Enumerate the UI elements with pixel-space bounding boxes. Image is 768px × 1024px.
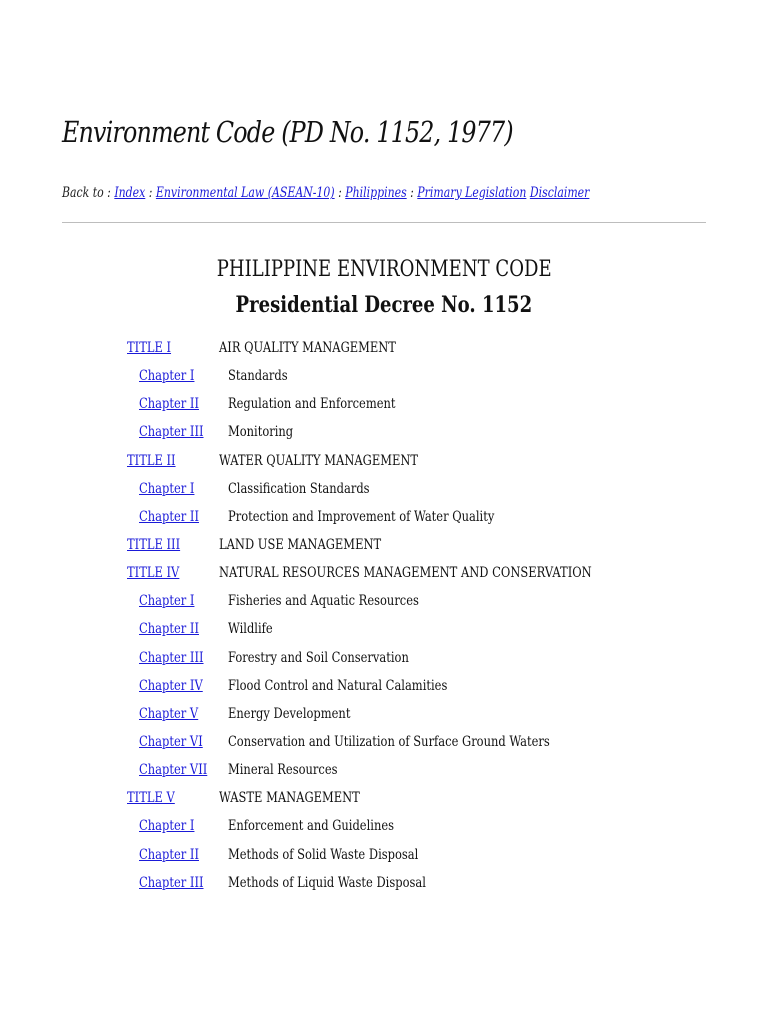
toc-chapter-row [0, 841, 768, 869]
table-of-contents [0, 334, 768, 897]
breadcrumb-link-philippines[interactable]: Philippines [345, 185, 407, 201]
toc-chapter-row [0, 503, 768, 531]
toc-title-link[interactable]: TITLE V [127, 790, 175, 807]
breadcrumb-prefix: Back to : [62, 185, 111, 201]
toc-chapter-link[interactable]: Chapter II [139, 621, 199, 638]
toc-title-link[interactable]: TITLE II [127, 452, 176, 469]
breadcrumb-link-primary-legislation[interactable]: Primary Legislation [417, 185, 527, 201]
toc-chapter-description: Wildlife [228, 621, 273, 638]
toc-chapter-row [0, 418, 768, 446]
toc-chapter-row [0, 812, 768, 840]
toc-chapter-link[interactable]: Chapter II [139, 396, 199, 413]
document-heading-text: PHILIPPINE ENVIRONMENT CODE [216, 257, 552, 282]
toc-title-row [0, 531, 768, 559]
toc-chapter-row [0, 475, 768, 503]
toc-chapter-description: Enforcement and Guidelines [228, 818, 395, 835]
horizontal-divider [62, 222, 706, 223]
breadcrumb-link-environmental-law[interactable]: Environmental Law (ASEAN-10) [155, 185, 335, 201]
toc-chapter-link[interactable]: Chapter I [139, 593, 195, 610]
toc-chapter-link[interactable]: Chapter I [139, 480, 195, 497]
toc-chapter-row [0, 644, 768, 672]
toc-title-row [0, 334, 768, 362]
toc-chapter-description: Forestry and Soil Conservation [228, 649, 409, 666]
toc-chapter-description: Methods of Solid Waste Disposal [228, 846, 419, 863]
toc-chapter-link[interactable]: Chapter II [139, 508, 199, 525]
breadcrumb-link-index[interactable]: Index [114, 185, 146, 201]
toc-chapter-row [0, 756, 768, 784]
toc-title-link[interactable]: TITLE I [127, 340, 172, 356]
toc-chapter-description: Conservation and Utilization of Surface Ground Waters [228, 733, 550, 750]
toc-title-description: NATURAL RESOURCES MANAGEMENT AND CONSERVATION [219, 565, 592, 582]
toc-title-row [0, 559, 768, 587]
toc-chapter-link[interactable]: Chapter I [139, 818, 195, 835]
breadcrumb-separator: : [148, 185, 153, 201]
toc-title-description: WASTE MANAGEMENT [219, 790, 360, 807]
breadcrumb [62, 183, 589, 203]
toc-chapter-link[interactable]: Chapter III [139, 874, 204, 891]
toc-chapter-description: Methods of Liquid Waste Disposal [228, 874, 426, 891]
toc-chapter-row [0, 390, 768, 418]
toc-chapter-link[interactable]: Chapter V [139, 705, 199, 722]
toc-chapter-description: Standards [228, 368, 288, 385]
toc-title-description: WATER QUALITY MANAGEMENT [219, 452, 419, 469]
toc-chapter-row [0, 615, 768, 643]
toc-chapter-link[interactable]: Chapter VI [139, 733, 203, 750]
toc-chapter-row [0, 587, 768, 615]
toc-chapter-link[interactable]: Chapter I [139, 368, 195, 385]
document-subheading [0, 290, 768, 320]
breadcrumb-link-disclaimer[interactable]: Disclaimer [529, 185, 590, 201]
document-subheading-text: Presidential Decree No. 1152 [235, 292, 533, 318]
toc-chapter-link[interactable]: Chapter III [139, 424, 204, 441]
toc-chapter-description: Regulation and Enforcement [228, 396, 396, 413]
toc-title-link[interactable]: TITLE IV [127, 565, 180, 582]
toc-chapter-description: Mineral Resources [228, 762, 338, 779]
toc-chapter-description: Monitoring [228, 424, 294, 441]
toc-title-row [0, 784, 768, 812]
toc-title-row [0, 447, 768, 475]
toc-chapter-description: Energy Development [228, 705, 351, 722]
toc-chapter-row [0, 700, 768, 728]
page-title: Environment Code (PD No. 1152, 1977) [62, 115, 513, 149]
toc-chapter-link[interactable]: Chapter III [139, 649, 204, 666]
document-heading [0, 255, 768, 285]
toc-chapter-row [0, 672, 768, 700]
toc-chapter-description: Protection and Improvement of Water Quality [228, 508, 495, 525]
toc-chapter-description: Flood Control and Natural Calamities [228, 677, 448, 694]
toc-chapter-description: Classification Standards [228, 480, 370, 497]
breadcrumb-separator: : [338, 185, 342, 201]
toc-chapter-link[interactable]: Chapter VII [139, 762, 208, 779]
breadcrumb-separator: : [410, 185, 414, 201]
toc-title-description: LAND USE MANAGEMENT [219, 536, 382, 553]
toc-title-link[interactable]: TITLE III [127, 536, 181, 553]
toc-chapter-link[interactable]: Chapter IV [139, 677, 203, 694]
toc-chapter-row [0, 362, 768, 390]
toc-chapter-link[interactable]: Chapter II [139, 846, 199, 863]
toc-chapter-row [0, 728, 768, 756]
toc-chapter-description: Fisheries and Aquatic Resources [228, 593, 419, 610]
toc-title-description: AIR QUALITY MANAGEMENT [219, 340, 396, 356]
toc-chapter-row [0, 869, 768, 897]
